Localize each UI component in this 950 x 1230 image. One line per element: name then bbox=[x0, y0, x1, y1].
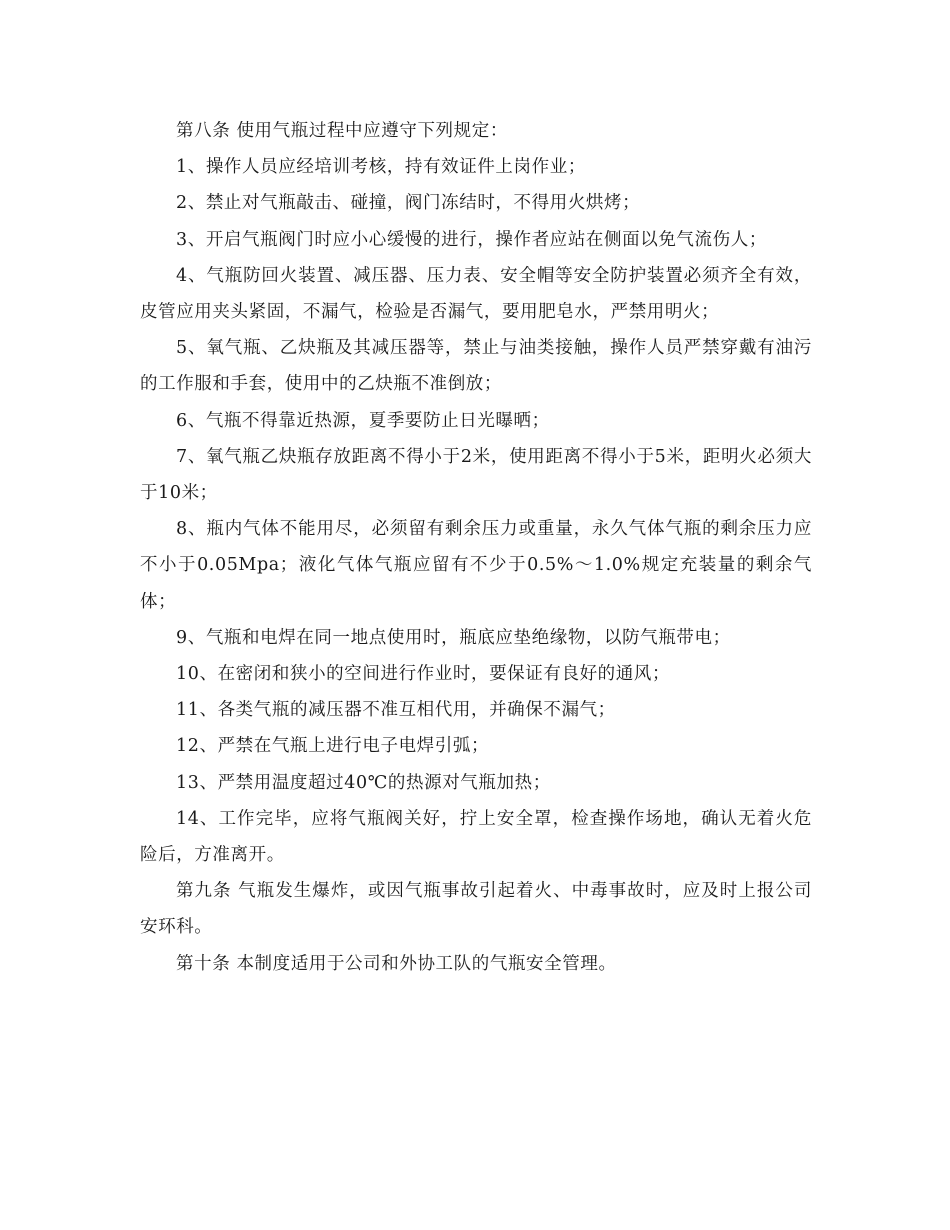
rule-item-9: 9、气瓶和电焊在同一地点使用时，瓶底应垫绝缘物，以防气瓶带电； bbox=[176, 627, 731, 648]
rule-item-2: 2、禁止对气瓶敲击、碰撞，阀门冻结时，不得用火烘烤； bbox=[176, 193, 641, 214]
rule-item-13: 13、严禁用温度超过40℃的热源对气瓶加热； bbox=[176, 772, 551, 793]
rule-item-8: 8、瓶内气体不能用尽，必须留有剩余压力或重量，永久气体气瓶的剩余压力应不小于0.05Mpa；液化气体气瓶应留有不少于0.5%～1.0%规定充装量的剩余气体； bbox=[140, 519, 812, 612]
rule-item-4: 4、气瓶防回火装置、减压器、压力表、安全帽等安全防护装置必须齐全有效，皮管应用夹头紧固，不漏气，检验是否漏气，要用肥皂水，严禁用明火； bbox=[140, 265, 812, 323]
article-8-heading: 第八条 使用气瓶过程中应遵守下列规定： bbox=[176, 121, 508, 141]
rule-item-3: 3、开启气瓶阀门时应小心缓慢的进行，操作者应站在侧面以免气流伤人； bbox=[176, 229, 767, 250]
rule-item-11: 11、各类气瓶的减压器不准互相代用，并确保不漏气； bbox=[176, 700, 616, 721]
rule-item-6: 6、气瓶不得靠近热源，夏季要防止日光曝晒； bbox=[176, 410, 550, 431]
rule-item-1: 1、操作人员应经培训考核，持有效证件上岗作业； bbox=[176, 157, 586, 178]
article-9: 第九条 气瓶发生爆炸，或因气瓶事故引起着火、中毒事故时，应及时上报公司安环科。 bbox=[140, 881, 812, 938]
rule-item-7: 7、氧气瓶乙炔瓶存放距离不得小于2米，使用距离不得小于5米，距明火必须大于10米； bbox=[140, 446, 812, 504]
article-10: 第十条 本制度适用于公司和外协工队的气瓶安全管理。 bbox=[176, 953, 617, 974]
rule-item-5: 5、氧气瓶、乙炔瓶及其减压器等，禁止与油类接触，操作人员严禁穿戴有油污的工作服和手套，使用中的乙炔瓶不准倒放； bbox=[140, 338, 812, 395]
rule-item-12: 12、严禁在气瓶上进行电子电焊引弧； bbox=[176, 736, 490, 757]
document-body bbox=[140, 113, 812, 982]
rule-item-14: 14、工作完毕，应将气瓶阀关好，拧上安全罩，检查操作场地，确认无着火危险后，方准离开。 bbox=[140, 808, 812, 866]
rule-item-10: 10、在密闭和狭小的空间进行作业时，要保证有良好的通风； bbox=[176, 664, 671, 685]
